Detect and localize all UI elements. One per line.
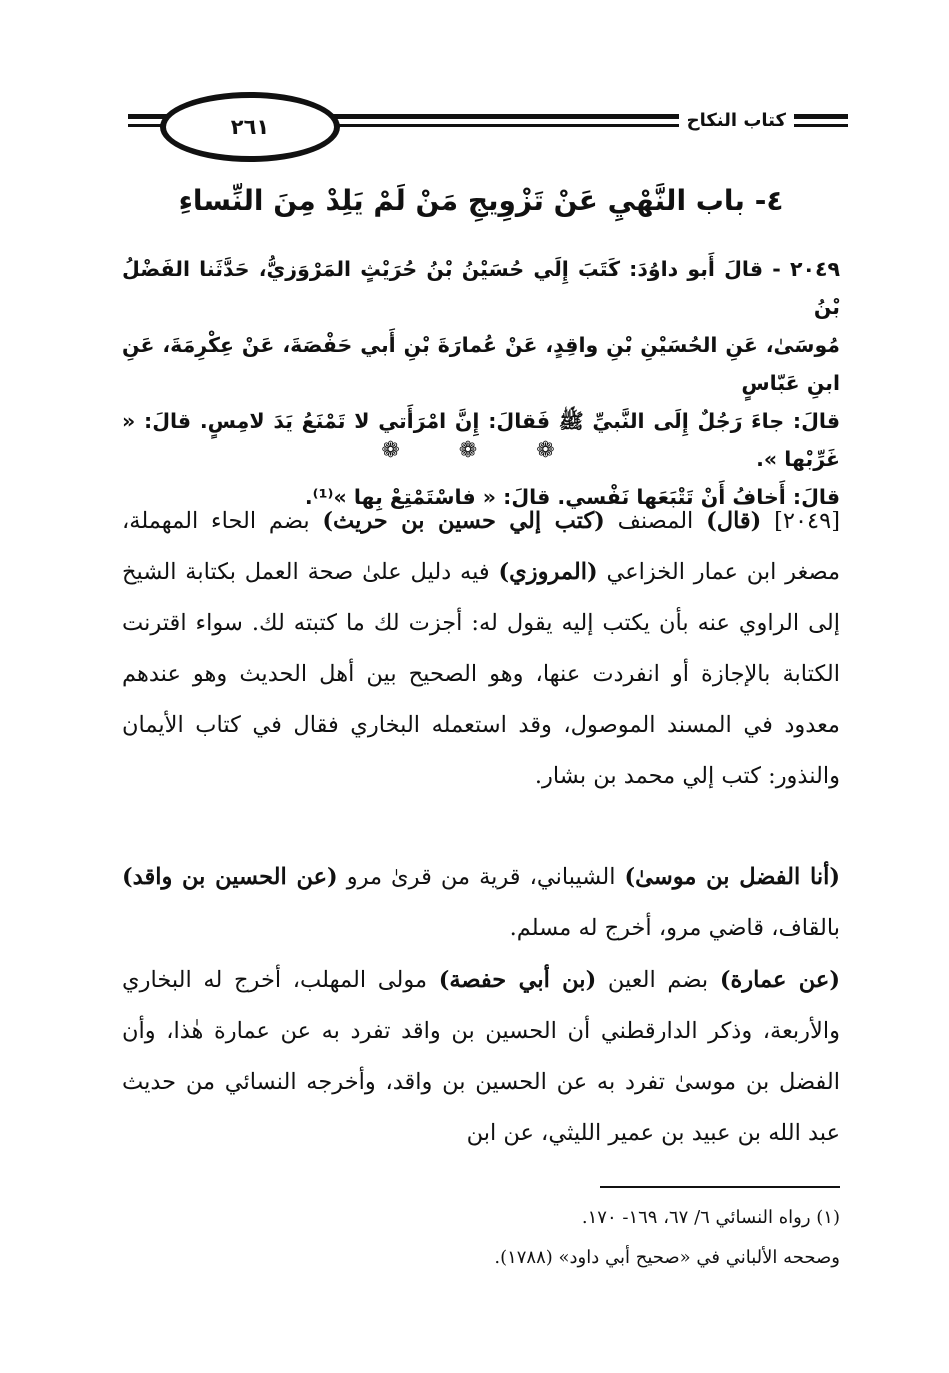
chapter-title: ٤- باب النَّهْيِ عَنْ تَزْوِيجِ مَنْ لَمْ يَلِدْ مِنَ النِّساءِ (178, 184, 784, 217)
quoted-matn: (قال) (706, 508, 762, 534)
hadith-line: قالَ: أَخافُ أَنْ تَتْبَعَها نَفْسي. قالَ: « فاسْتَمْتِعْ بِها »⁽¹⁾. (304, 485, 840, 509)
quoted-matn: (عن الحسين بن واقد) (122, 864, 338, 890)
commentary-paragraph-1 (122, 496, 840, 802)
footnote-divider (600, 1186, 840, 1188)
hadith-line: قالَ: جاءَ رَجُلٌ إِلَى النَّبيِّ ﷺ فَقالَ: إِنَّ امْرَأَتي لا تَمْنَعُ يَدَ لامِسٍ. قالَ: « غَرِّبْها ». (122, 409, 840, 471)
hadith-line: مُوسَىٰ، عَنِ الحُسَيْنِ بْنِ واقِدٍ، عَنْ عُمارَةَ بْنِ أَبي حَفْصَةَ، عَنْ عِكْرِمَةَ، عَنِ ابنِ عَبّاسٍ (122, 333, 840, 395)
running-title: كتاب النكاح (679, 110, 794, 131)
quoted-matn: (كتب إلي حسين بن حريث) (322, 508, 605, 534)
separator-stars: ❁ ❁ ❁ (381, 438, 581, 463)
page-number: ٢٦١ (230, 115, 270, 139)
commentary-text: فيه دليل علىٰ صحة العمل بكتابة الشيخ إلى الراوي عنه بأن يكتب إليه يقول له: أجزت لك ما كتبته لك. سواء اقترنت الكتابة بالإجازة أو انفردت عنها، وهو الصحيح بين أهل الحديث وهو عندهم معدود في المسند الموصول، وقد استعمله البخاري فقال في كتاب الأيمان والنذور: كتب إلي محمد بن بشار. (122, 559, 840, 789)
commentary-text: مولى المهلب، أخرج له البخاري والأربعة، وذكر الدارقطني أن الحسين بن واقد تفرد به عن عمارة هٰذا، وأن الفضل بن موسىٰ تفرد به عن الحسين بن واقد، وأخرجه النسائي من حديث عبد الله بن عبيد بن عمير الليثي، عن ابن (122, 967, 840, 1146)
commentary-text: الشيباني، قرية من قرىٰ مرو (337, 864, 625, 890)
hadith-text (122, 250, 840, 516)
commentary-paragraph-2 (122, 852, 840, 954)
page-header (118, 88, 858, 168)
footnote-line: (١) رواه النسائي ٦/ ٦٧، ١٦٩- ١٧٠. (581, 1207, 840, 1228)
quoted-matn: (بن أبي حفصة) (438, 967, 597, 993)
commentary-text: بضم الحاء المهملة، مصغر ابن عمار الخزاعي (122, 508, 841, 585)
quoted-matn: (أنا الفضل بن موسىٰ) (624, 864, 841, 890)
footnotes (122, 1198, 840, 1278)
page-number-oval (160, 92, 340, 162)
quoted-matn: (المروزي) (498, 559, 598, 585)
commentary-text: [٢٠٤٩] (761, 508, 841, 534)
commentary-text: بضم العين (596, 967, 720, 993)
hadith-line: ٢٠٤٩ - قالَ أَبو داوُدَ: كَتَبَ إِلَي حُسَيْنُ بْنُ حُرَيْثٍ المَرْوَزيُّ، حَدَّثَنا الفَضْلُ بْنُ (122, 257, 840, 319)
footnote-line: وصححه الألباني في «صحيح أبي داود» (١٧٨٨). (494, 1247, 840, 1268)
commentary-text: بالقاف، قاضي مرو، أخرج له مسلم. (509, 915, 840, 941)
commentary-paragraph-3 (122, 955, 840, 1159)
commentary-text: المصنف (604, 508, 707, 534)
quoted-matn: (عن عمارة) (719, 967, 840, 993)
